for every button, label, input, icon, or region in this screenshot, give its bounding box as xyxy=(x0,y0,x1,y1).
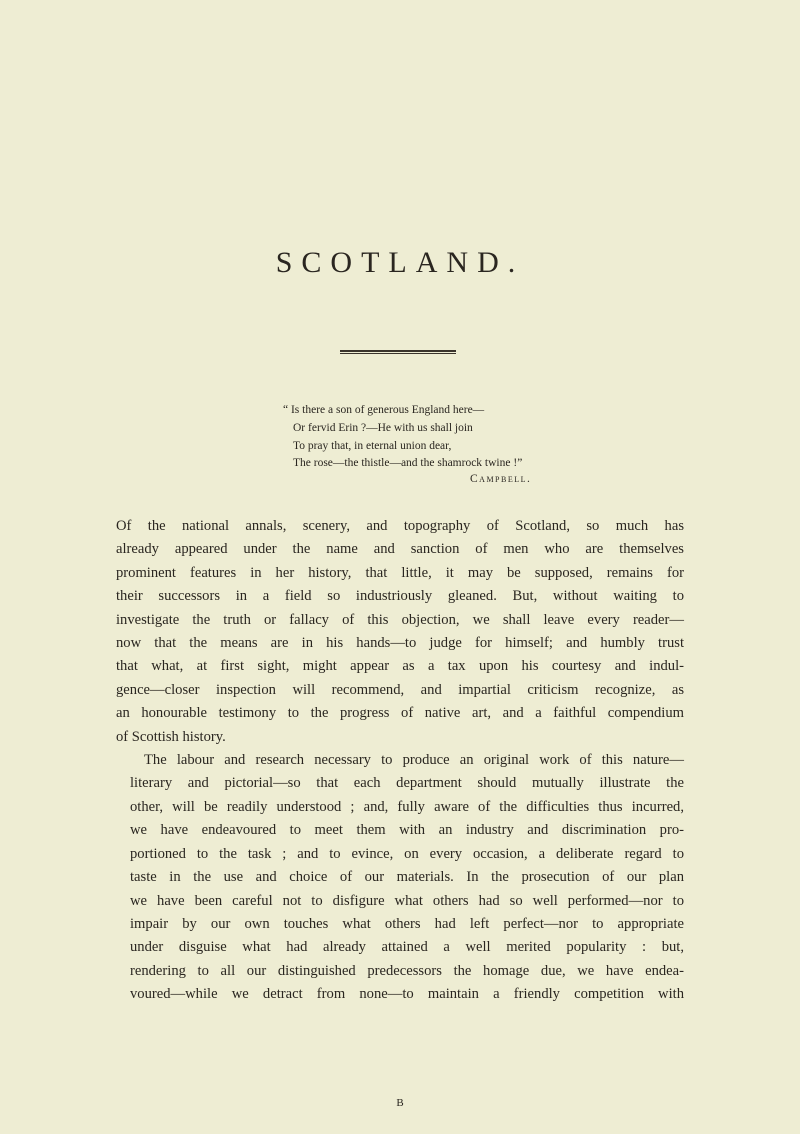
text-line: impair by our own touches what others had left perfect—nor to appropriate xyxy=(130,915,684,932)
signature-mark: B xyxy=(396,1097,404,1109)
text-line: taste in the use and choice of our materials. In the prosecution of our plan xyxy=(130,869,684,886)
text-line: portioned to the task ; and to evince, on every occasion, a deliberate regard to xyxy=(130,845,684,862)
text-line: investigate the truth or fallacy of this objection, we shall leave every reader— xyxy=(116,611,684,628)
text-line: under disguise what had already attained a well merited popularity : but, xyxy=(130,939,684,956)
text-line: we have endeavoured to meet them with an industry and discrimination pro- xyxy=(130,822,684,839)
text-line: of Scottish history. xyxy=(116,728,226,745)
paragraph-1 xyxy=(116,515,684,749)
text-line: their successors in a field so industriously gleaned. But, without waiting to xyxy=(116,588,684,605)
text-line: gence—closer inspection will recommend, and impartial criticism recognize, as xyxy=(116,681,684,698)
text-line: that what, at first sight, might appear as a tax upon his courtesy and indul- xyxy=(116,658,684,675)
text-line: rendering to all our distinguished predecessors the homage due, we have endea- xyxy=(130,962,684,979)
text-line: we have been careful not to disfigure what others had so well performed—nor to xyxy=(130,892,684,909)
text-line: now that the means are in his hands—to judge for himself; and humbly trust xyxy=(116,635,684,652)
epigraph-attribution: Campbell. xyxy=(470,473,532,485)
paragraph-2 xyxy=(116,749,684,1006)
text-line: literary and pictorial—so that each department should mutually illustrate the xyxy=(130,775,684,792)
text-line: Of the national annals, scenery, and topography of Scotland, so much has xyxy=(116,518,684,534)
epigraph-line: “ Is there a son of generous England here— xyxy=(283,404,485,416)
text-line: The labour and research necessary to produce an original work of this nature— xyxy=(144,752,684,769)
epigraph-line: Or fervid Erin ?—He with us shall join xyxy=(293,421,473,434)
title-rule xyxy=(340,350,456,354)
epigraph xyxy=(283,402,583,473)
text-line: already appeared under the name and sanction of men who are themselves xyxy=(116,541,684,558)
epigraph-line: To pray that, in eternal union dear, xyxy=(293,439,452,452)
text-line: prominent features in her history, that little, it may be supposed, remains for xyxy=(116,564,684,581)
page-title: SCOTLAND. xyxy=(275,246,525,279)
text-line: other, will be readily understood ; and, fully aware of the difficulties thus incurred, xyxy=(130,798,684,815)
text-line: voured—while we detract from none—to maintain a friendly competition with xyxy=(130,986,684,1003)
body-text xyxy=(116,515,684,1007)
text-line: an honourable testimony to the progress of native art, and a faithful compendium xyxy=(116,705,684,722)
epigraph-line: The rose—the thistle—and the shamrock twine !” xyxy=(293,457,523,470)
